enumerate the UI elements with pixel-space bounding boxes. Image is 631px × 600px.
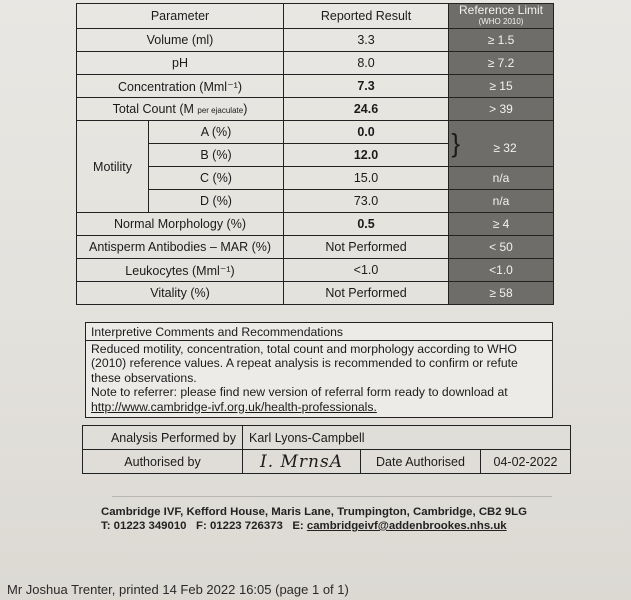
print-footer: Mr Joshua Trenter, printed 14 Feb 2022 16:05 (page 1 of 1): [7, 582, 349, 597]
param-vitality: Vitality (%): [77, 282, 284, 305]
value-motility-a: 0.0: [284, 121, 449, 144]
table-row: [83, 450, 571, 474]
results-table: [76, 3, 554, 305]
value-ph: 8.0: [284, 52, 449, 75]
table-row: [77, 167, 554, 190]
interpretive-comments-box: [85, 322, 553, 418]
table-row: [77, 282, 554, 305]
value-antibodies: Not Performed: [284, 236, 449, 259]
value-motility-c: 15.0: [284, 167, 449, 190]
value-volume: 3.3: [284, 29, 449, 52]
value-total-count: 24.6: [284, 98, 449, 121]
ref-motility-ab: [449, 121, 554, 167]
param-total-count-end: ): [243, 102, 248, 116]
divider: [112, 496, 552, 497]
param-total-count-unit: per ejaculate: [197, 106, 244, 115]
tel-label: T:: [101, 520, 111, 532]
value-morphology: 0.5: [284, 213, 449, 236]
analysis-performed-label: Analysis Performed by: [83, 426, 243, 450]
ref-motility-d: n/a: [449, 190, 554, 213]
ref-morphology: ≥ 4: [449, 213, 554, 236]
ref-volume: ≥ 1.5: [449, 29, 554, 52]
motility-label: Motility: [77, 121, 149, 213]
param-motility-d: D (%): [149, 190, 284, 213]
comments-line: Reduced motility, concentration, total count and morphology according to WHO: [91, 341, 517, 356]
param-motility-b: B (%): [149, 144, 284, 167]
fax-number: 01223 726373: [209, 520, 283, 532]
param-motility-a: A (%): [149, 121, 284, 144]
contact-line: [101, 519, 527, 533]
email-label: E:: [292, 520, 304, 532]
value-motility-b: 12.0: [284, 144, 449, 167]
value-leukocytes: <1.0: [284, 259, 449, 282]
comments-line: these observations.: [91, 370, 197, 385]
ref-total-count: > 39: [449, 98, 554, 121]
comments-line: Note to referrer: please find new version of referral form ready to download at: [91, 385, 508, 399]
ref-leukocytes: <1.0: [449, 259, 554, 282]
table-row: [83, 426, 571, 450]
ref-antibodies: < 50: [449, 236, 554, 259]
header-reference-subtitle: (WHO 2010): [478, 17, 524, 26]
param-ph: pH: [77, 52, 284, 75]
param-total-count: [77, 98, 284, 121]
value-motility-d: 73.0: [284, 190, 449, 213]
analysis-performed-value: Karl Lyons-Campbell: [243, 426, 571, 450]
header-parameter: Parameter: [77, 4, 284, 29]
date-authorised-label: Date Authorised: [361, 450, 481, 474]
address-block: [101, 505, 527, 533]
param-concentration: Concentration (Mml⁻¹): [77, 75, 284, 98]
param-total-count-main: Total Count (M: [112, 102, 198, 116]
ref-motility-c: n/a: [449, 167, 554, 190]
param-leukocytes: Leukocytes (Mml⁻¹): [77, 259, 284, 282]
table-row: [77, 52, 554, 75]
comments-line: (2010) reference values. A repeat analysis is recommended to confirm or refute: [91, 356, 518, 370]
results-header-row: [77, 4, 554, 29]
header-reference-limit: [449, 4, 554, 29]
tel-number: 01223 349010: [113, 520, 187, 532]
table-row: [77, 190, 554, 213]
ref-concentration: ≥ 15: [449, 75, 554, 98]
ref-motility-ab-value: ≥ 32: [493, 141, 517, 155]
table-row: [77, 121, 554, 144]
value-concentration: 7.3: [284, 75, 449, 98]
table-row: [77, 29, 554, 52]
signature-text: I. MrnsA: [259, 451, 343, 472]
referral-form-link[interactable]: http://www.cambridge-ivf.org.uk/health-professionals.: [91, 399, 377, 414]
table-row: [77, 259, 554, 282]
ref-ph: ≥ 7.2: [449, 52, 554, 75]
authoriser-signature: [243, 450, 361, 474]
param-antibodies: Antisperm Antibodies – MAR (%): [77, 236, 284, 259]
param-morphology: Normal Morphology (%): [77, 213, 284, 236]
table-row: [77, 98, 554, 121]
header-reference-title: Reference Limit: [458, 3, 544, 17]
fax-label: F:: [196, 520, 207, 532]
motility-ab-brace: }: [451, 128, 461, 158]
ref-vitality: ≥ 58: [449, 282, 554, 305]
address-line: Cambridge IVF, Kefford House, Maris Lane, Trumpington, Cambridge, CB2 9LG: [101, 506, 527, 518]
header-reported-result: Reported Result: [284, 4, 449, 29]
table-row: [77, 75, 554, 98]
authorisation-table: [82, 425, 571, 474]
email-link[interactable]: cambridgeivf@addenbrookes.nhs.uk: [306, 520, 507, 532]
param-volume: Volume (ml): [77, 29, 284, 52]
value-vitality: Not Performed: [284, 282, 449, 305]
comments-heading: Interpretive Comments and Recommendations: [86, 325, 552, 341]
table-row: [77, 236, 554, 259]
table-row: [77, 213, 554, 236]
date-authorised-value: 04-02-2022: [481, 450, 571, 474]
authorised-by-label: Authorised by: [83, 450, 243, 474]
param-motility-c: C (%): [149, 167, 284, 190]
